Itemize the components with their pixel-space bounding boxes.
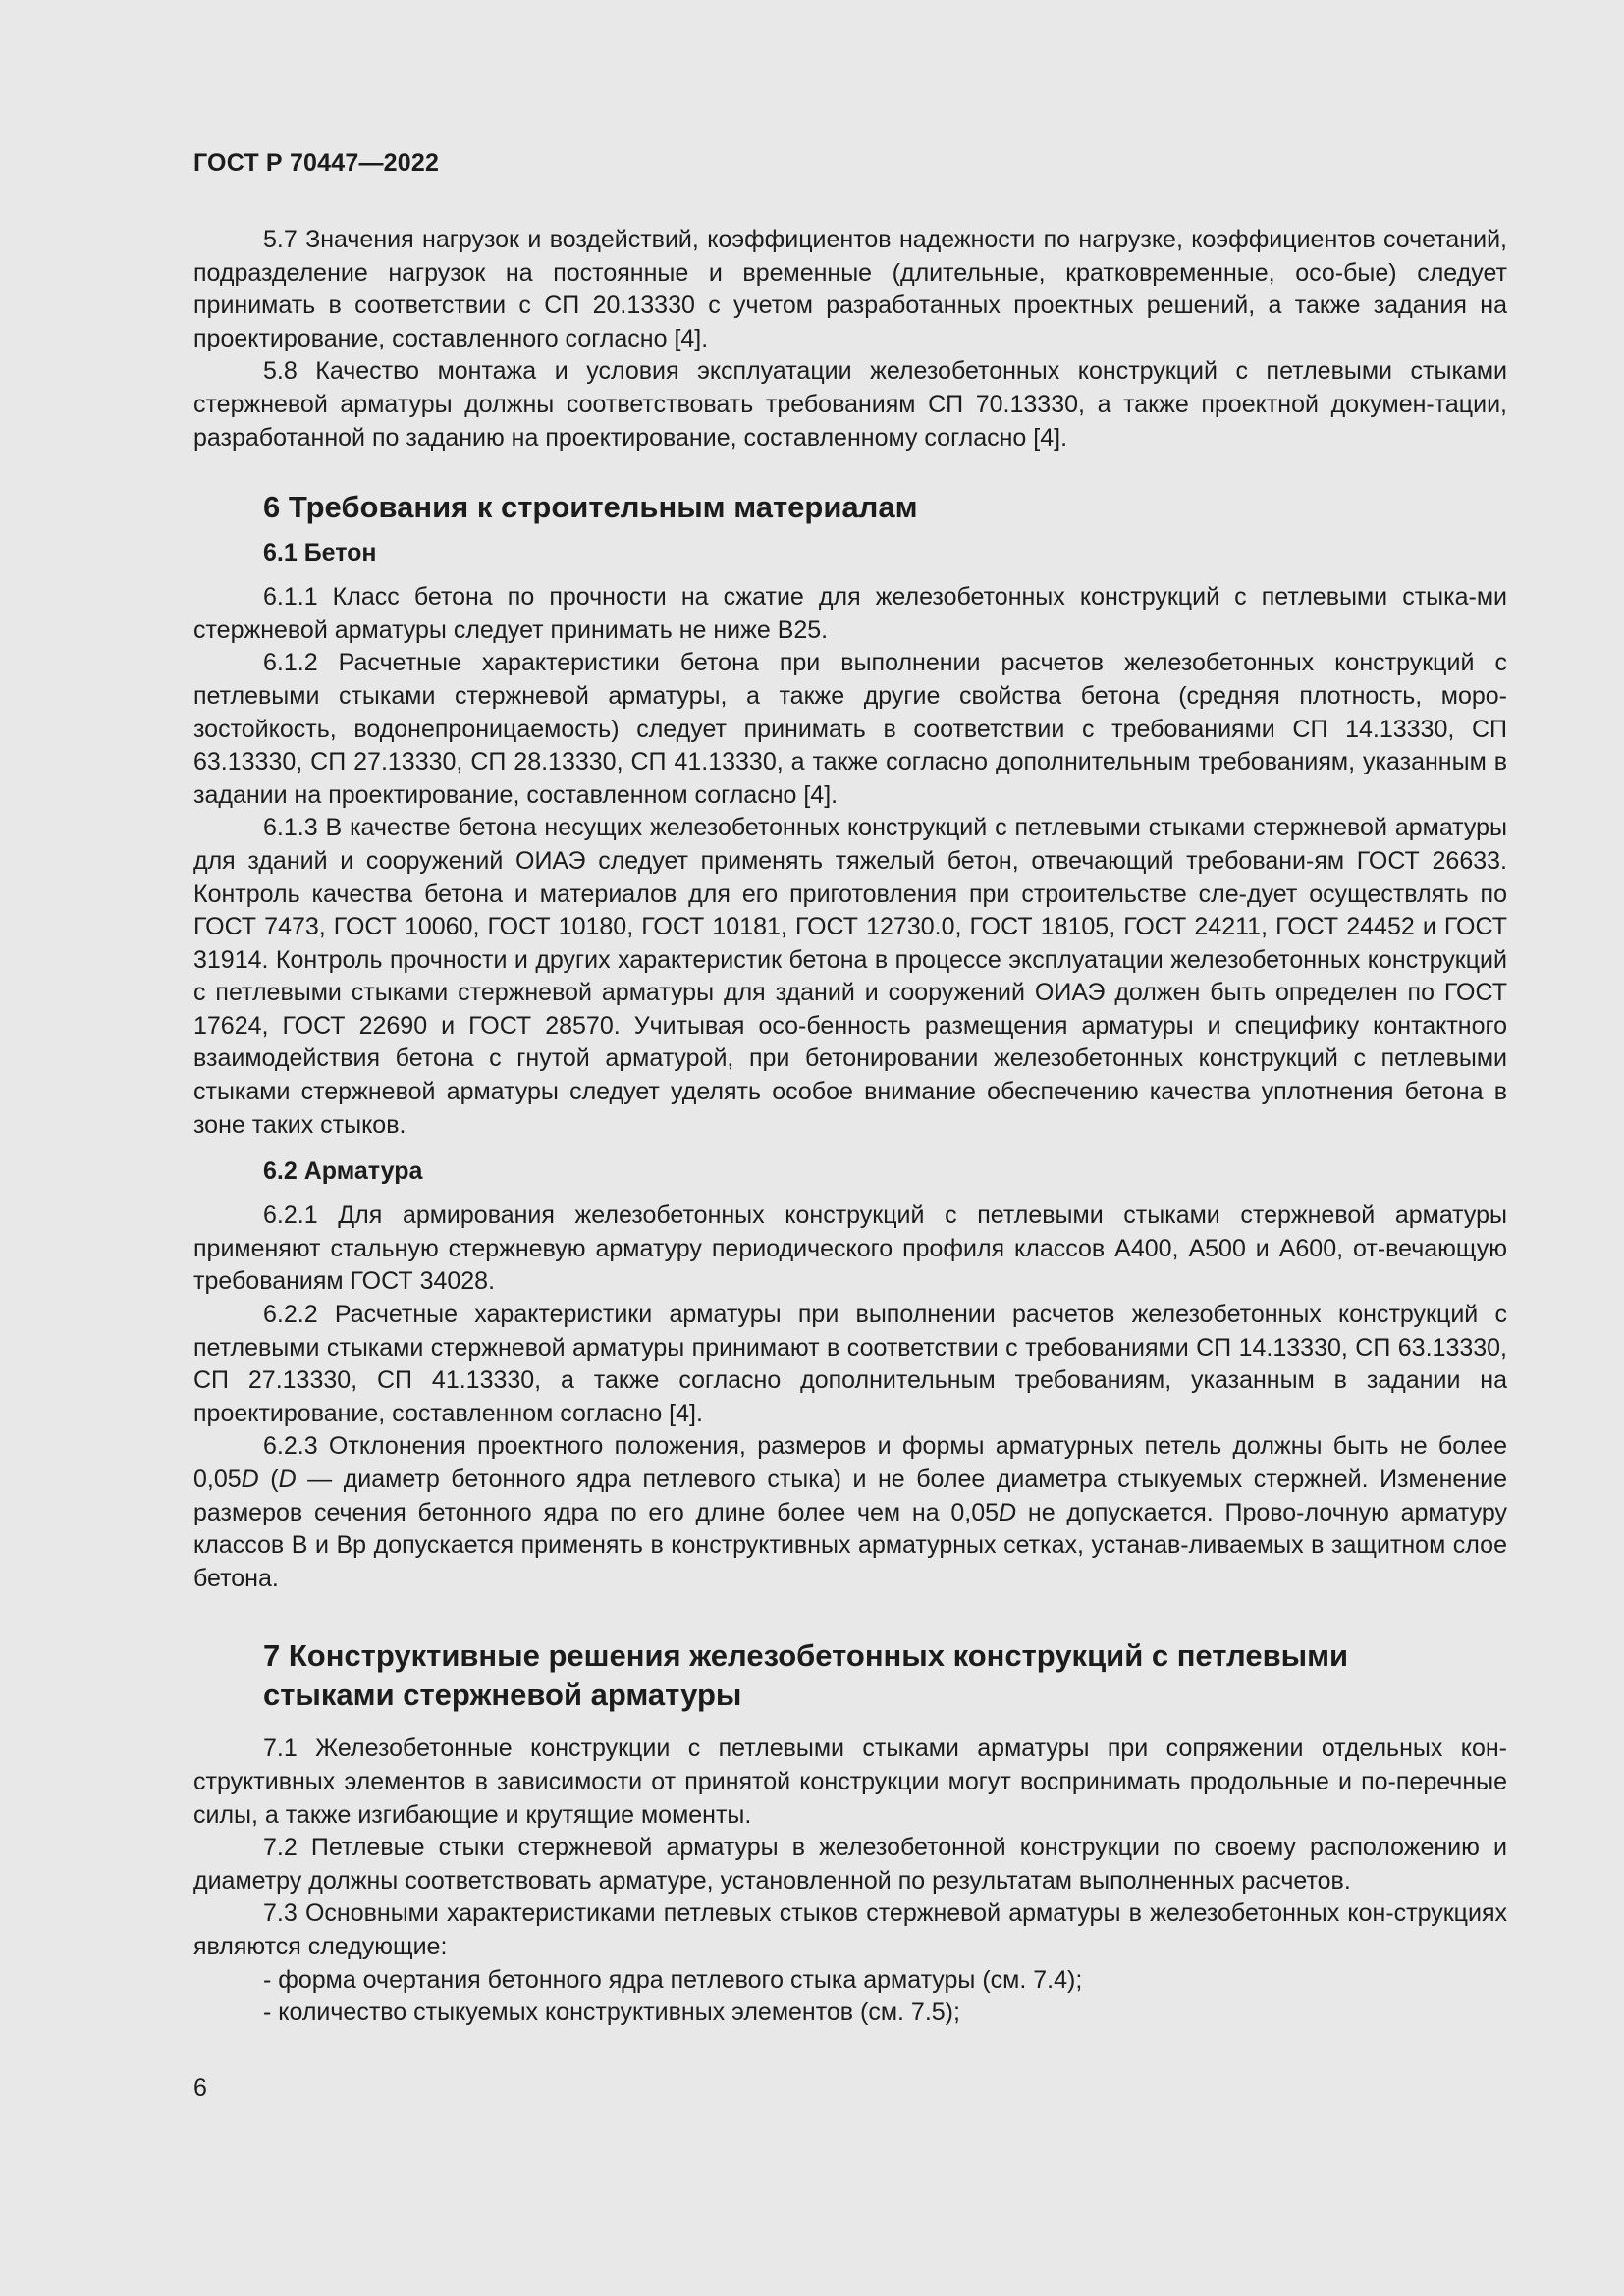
paragraph-6-2-3-part-b: ( xyxy=(258,1466,279,1493)
section-heading-7 xyxy=(193,1636,1507,1715)
section-heading-6: 6 Требования к строительным материалам xyxy=(263,490,918,525)
document-body xyxy=(193,224,1507,2030)
paragraph-6-2-1: 6.2.1 Для армирования железобетонных конструкций с петлевыми стыками стержневой арматуры применяют стальную стержневую арматуру периодического профиля классов А400, А500 и А600, от-вечающую требованиям ГОСТ 34028. xyxy=(193,1201,1507,1296)
section-heading-7-line-2: стыками стержневой арматуры xyxy=(263,1678,742,1713)
subsection-heading-6-1: 6.1 Бетон xyxy=(263,539,377,567)
paragraph-6-2-3-part-a: 6.2.3 Отклонения проектного положения, размеров и формы арматурных петель должны быть не более 0,05 xyxy=(193,1432,1507,1493)
diameter-symbol: D xyxy=(278,1466,297,1493)
paragraph-6-2-3-part-e: не допускается. Прово-лочную арматуру классов В и Вр допускается применять в конструктивных арматурных сетках, устанав-ливаемых в защитном слое бетона. xyxy=(193,1498,1508,1592)
paragraph-7-2: 7.2 Петлевые стыки стержневой арматуры в железобетонной конструкции по своему расположению и диаметру должны соответствовать арматуре, установленной по результатам выполненных расчетов. xyxy=(193,1834,1507,1895)
diameter-symbol: D xyxy=(241,1466,259,1493)
paragraph-7-3: 7.3 Основными характеристиками петлевых стыков стержневой арматуры в железобетонных кон-струкциях являются следующие: xyxy=(193,1899,1507,1960)
paragraph-6-2-3 xyxy=(193,1430,1507,1595)
section-heading-7-line-1: 7 Конструктивные решения железобетонных конструкций с петлевыми xyxy=(263,1638,1349,1674)
paragraph-5-8: 5.8 Качество монтажа и условия эксплуатации железобетонных конструкций с петлевыми стыками стержневой арматуры должны соответствовать требованиям СП 70.13330, а также проектной докумен-тации, разработанной по заданию на проектирование, составленному согласно [4]. xyxy=(193,357,1507,452)
document-id-header: ГОСТ Р 70447—2022 xyxy=(193,149,440,177)
paragraph-5-7: 5.7 Значения нагрузок и воздействий, коэффициентов надежности по нагрузке, коэффициентов сочетаний, подразделение нагрузок на постоянные и временные (длительные, кратковременные, осо-бые) следует принимать в соответствии с СП 20.13330 с учетом разработанных проектных решений, а также задания на проектирование, составленного согласно [4]. xyxy=(193,226,1507,352)
subsection-heading-6-2: 6.2 Арматура xyxy=(263,1157,423,1186)
list-item: - форма очертания бетонного ядра петлевого стыка арматуры (см. 7.4); xyxy=(263,1965,1083,1994)
paragraph-6-2-2: 6.2.2 Расчетные характеристики арматуры при выполнении расчетов железобетонных конструкций с петлевыми стыками стержневой арматуры принимают в соответствии с требованиями СП 14.13330, СП 63.13330, СП 27.13330, СП 41.13330, а также согласно дополнительным требованиям, указанным в задании на проектирование, составленном согласно [4]. xyxy=(193,1301,1507,1427)
paragraph-6-2-3-part-c: — диаметр бетонного ядра петлевого стыка) и не более диаметра стыкуемых стержней. Изменение размеров сечения бетонного ядра по его длине более чем на 0,05 xyxy=(193,1466,1507,1526)
paragraph-6-1-3: 6.1.3 В качестве бетона несущих железобетонных конструкций с петлевыми стыками стержневой арматуры для зданий и сооружений ОИАЭ следует применять тяжелый бетон, отвечающий требовани-ям ГОСТ 26633. Контроль качества бетона и материалов для его приготовления при строительстве сле-дует осуществлять по ГОСТ 7473, ГОСТ 10060, ГОСТ 10180, ГОСТ 10181, ГОСТ 12730.0, ГОСТ 18105, ГОСТ 24211, ГОСТ 24452 и ГОСТ 31914. Контроль прочности и других характеристик бетона в процессе эксплуатации железобетонных конструкций с петлевыми стыками стержневой арматуры для зданий и сооружений ОИАЭ должен быть определен по ГОСТ 17624, ГОСТ 22690 и ГОСТ 28570. Учитывая осо-бенность размещения арматуры и специфику контактного взаимодействия бетона с гнутой арматурой, при бетонировании железобетонных конструкций с петлевыми стыками стержневой арматуры следует уделять особое внимание обеспечению качества уплотнения бетона в зоне таких стыков. xyxy=(193,814,1507,1139)
list-item: - количество стыкуемых конструктивных элементов (см. 7.5); xyxy=(263,1999,960,2027)
page-number: 6 xyxy=(193,2074,207,2102)
paragraph-6-1-2: 6.1.2 Расчетные характеристики бетона при выполнении расчетов железобетонных конструкций с петлевыми стыками стержневой арматуры, а также другие свойства бетона (средняя плотность, моро-зостойкость, водонепроницаемость) следует принимать в соответствии с требованиями СП 14.13330, СП 63.13330, СП 27.13330, СП 28.13330, СП 41.13330, а также согласно дополнительным требованиям, указанным в задании на проектирование, составленном согласно [4]. xyxy=(193,649,1507,809)
paragraph-6-1-1: 6.1.1 Класс бетона по прочности на сжатие для железобетонных конструкций с петлевыми стыка-ми стержневой арматуры следует принимать не ниже В25. xyxy=(193,583,1507,644)
diameter-symbol: D xyxy=(999,1498,1017,1526)
paragraph-7-1: 7.1 Железобетонные конструкции с петлевыми стыками арматуры при сопряжении отдельных кон-структивных элементов в зависимости от принятой конструкции могут воспринимать продольные и по-перечные силы, а также изгибающие и крутящие моменты. xyxy=(193,1735,1507,1829)
